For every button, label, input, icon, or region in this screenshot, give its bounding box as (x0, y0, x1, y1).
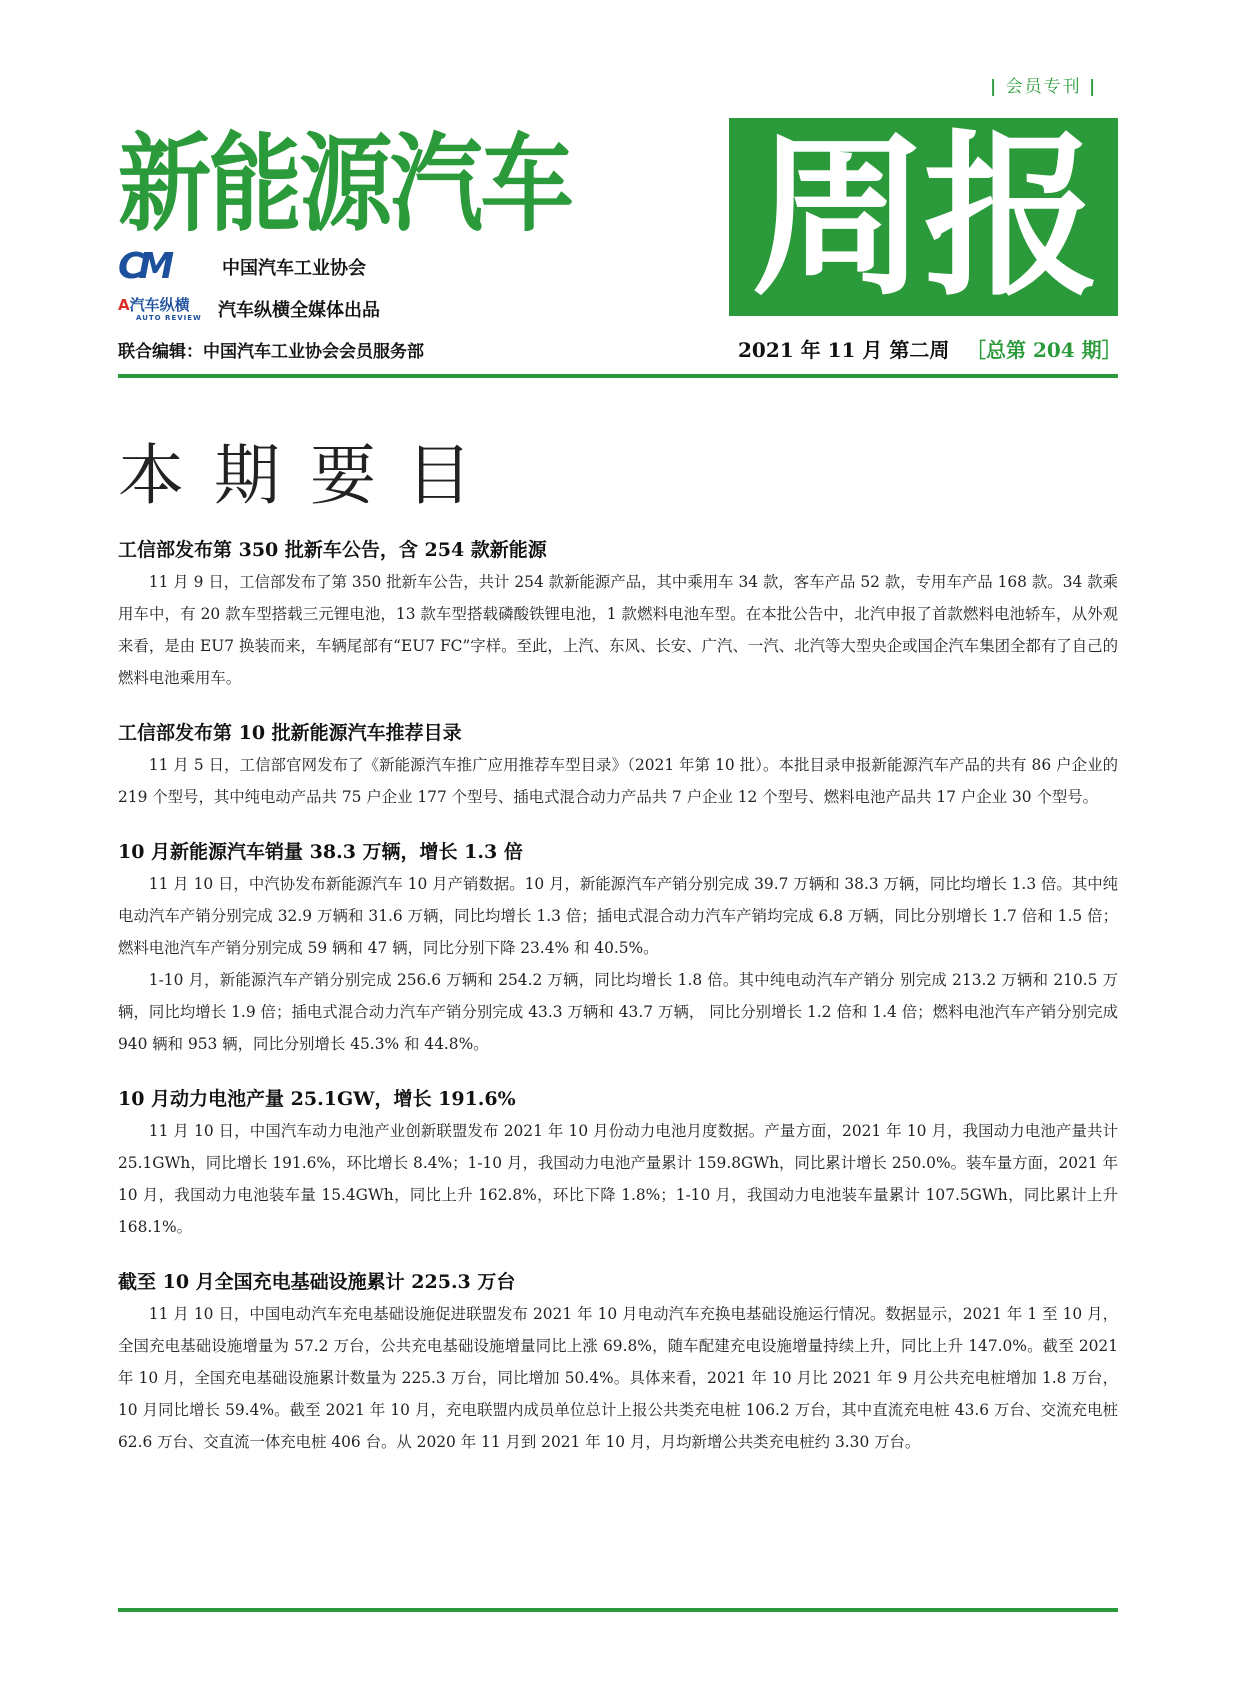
caam-logo-icon: CM (118, 246, 169, 287)
article-item (118, 1267, 1118, 1458)
issue-number: ［总第 204 期］ (966, 338, 1122, 362)
article-title: 工信部发布第 350 批新车公告，含 254 款新能源 (118, 539, 547, 561)
article-list (118, 535, 1118, 1482)
article-item (118, 1084, 1118, 1243)
article-title: 截至 10 月全国充电基础设施累计 225.3 万台 (118, 1271, 516, 1293)
org-secondary-name: 汽车纵横全媒体出品 (218, 300, 380, 321)
auto-review-logo-icon (118, 292, 214, 326)
header-divider (118, 374, 1118, 378)
article-paragraph: 11 月 9 日，工信部发布了第 350 批新车公告，共计 254 款新能源产品，其中乘用车 34 款，客车产品 52 款，专用车产品 168 款。34 款乘用车中，有 20 款车型搭载三元锂电池，13 款车型搭载磷酸铁锂电池，1 款燃料电池车型。在本批公告中，北汽申报了首款燃料电池轿车，从外观来看，是由 EU7 换装而来，车辆尾部有“EU7 FC”字样。至此，上汽、东风、长安、广汽、一汽、北汽等大型央企或国企汽车集团全都有了自己的燃料电池乘用车。 (118, 573, 1118, 687)
article-paragraph: 1-10 月，新能源汽车产销分别完成 256.6 万辆和 254.2 万辆，同比均增长 1.8 倍。其中纯电动汽车产销分 别完成 213.2 万辆和 210.5 万辆，同比均增长 1.9 倍；插电式混合动力汽车产销分别完成 43.3 万辆和 43.7 万辆， 同比分别增长 1.2 倍和 1.4 倍；燃料电池汽车产销分别完成 940 辆和 953 辆，同比分别增长 45.3% 和 44.8%。 (118, 971, 1118, 1053)
article-title: 10 月动力电池产量 25.1GW，增长 191.6% (118, 1088, 516, 1110)
toc-heading: 本期要目 (118, 437, 502, 514)
footer-divider (118, 1608, 1118, 1612)
article-title: 10 月新能源汽车销量 38.3 万辆，增长 1.3 倍 (118, 841, 523, 863)
auto-review-logo-text: 汽车纵横 (129, 295, 190, 314)
member-tag-left-bar: | (990, 77, 999, 97)
org-secondary-row (118, 292, 380, 326)
org-primary-name: 中国汽车工业协会 (222, 258, 366, 279)
article-title: 工信部发布第 10 批新能源汽车推荐目录 (118, 722, 462, 744)
auto-review-logo-sub: AUTO REVIEW (136, 313, 202, 322)
article-item (118, 837, 1118, 1060)
member-tag (990, 72, 1097, 97)
article-item (118, 718, 1118, 813)
joint-editor: 联合编辑：中国汽车工业协会会员服务部 (118, 342, 424, 362)
article-paragraph: 11 月 10 日，中汽协发布新能源汽车 10 月产销数据。10 月，新能源汽车产销分别完成 39.7 万辆和 38.3 万辆，同比均增长 1.3 倍。其中纯电动汽车产销分别完成 32.9 万辆和 31.6 万辆，同比均增长 1.3 倍；插电式混合动力汽车产销均完成 6.8 万辆，同比分别增长 1.7 倍和 1.5 倍；燃料电池汽车产销分别完成 59 辆和 47 辆，同比分别下降 23.4% 和 40.5%。 (118, 875, 1118, 957)
masthead-title: 新能源汽车 (118, 123, 572, 246)
org-primary-row (118, 246, 366, 287)
article-paragraph: 11 月 5 日，工信部官网发布了《新能源汽车推广应用推荐车型目录》（2021 年第 10 批）。本批目录申报新能源汽车产品的共有 86 户企业的 219 个型号，其中纯电动产品共 75 户企业 177 个型号、插电式混合动力产品共 7 户企业 12 个型号、燃料电池产品共 17 户企业 30 个型号。 (118, 756, 1118, 806)
member-tag-label: 会员专刊 (1005, 77, 1082, 97)
issue-date: 2021 年 11 月 第二周 (738, 338, 950, 362)
member-tag-right-bar: | (1089, 77, 1098, 97)
ar-mark-icon: A (118, 295, 130, 314)
masthead-weekly-badge: 周报 (729, 118, 1118, 316)
article-item (118, 535, 1118, 694)
article-paragraph: 11 月 10 日，中国汽车动力电池产业创新联盟发布 2021 年 10 月份动力电池月度数据。产量方面，2021 年 10 月，我国动力电池产量共计 25.1GWh，同比增长 191.6%，环比增长 8.4%；1-10 月，我国动力电池产量累计 159.8GWh，同比累计增长 250.0%。装车量方面，2021 年 10 月，我国动力电池装车量 15.4GWh，同比上升 162.8%，环比下降 1.8%；1-10 月，我国动力电池装车量累计 107.5GWh，同比累计上升 168.1%。 (118, 1122, 1118, 1236)
article-paragraph: 11 月 10 日，中国电动汽车充电基础设施促进联盟发布 2021 年 10 月电动汽车充换电基础设施运行情况。数据显示，2021 年 1 至 10 月，全国充电基础设施增量为 57.2 万台，公共充电基础设施增量同比上涨 69.8%，随车配建充电设施增量持续上升，同比上升 147.0%。截至 2021 年 10 月，全国充电基础设施累计数量为 225.3 万台，同比增加 50.4%。具体来看，2021 年 10 月比 2021 年 9 月公共充电桩增加 1.8 万台，10 月同比增长 59.4%。截至 2021 年 10 月，充电联盟内成员单位总计上报公共类充电桩 106.2 万台，其中直流充电桩 43.6 万台、交流充电桩 62.6 万台、交直流一体充电桩 406 台。从 2020 年 11 月到 2021 年 10 月，月均新增公共类充电桩约 3.30 万台。 (118, 1305, 1118, 1451)
